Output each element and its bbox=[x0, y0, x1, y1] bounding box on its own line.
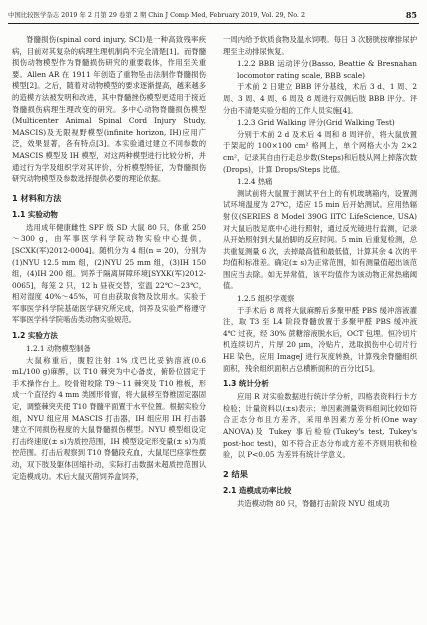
histology-paragraph: 于手术后 8 周将大鼠麻醉后多聚甲醛 PBS 缓冲溶液灌注，取 T3 至 L4 阶段脊髓放置于多聚甲醛 PBS 缓冲液 4℃ 过夜，经 30% 蔗糖溶液脱水后，OCT 包埋。恒冷切片机连续切片，片厚 20 μm，冷贴片，选取损伤中心切片行 HE 染色，应用 ImageJ 进行灰度转换，计算残余脊髓组织面积，残余组织面积占总横断面积的百分比[5]。 bbox=[223, 305, 417, 373]
intro-paragraph: 脊髓损伤(spinal cord injury, SCI)是一种高致残率疾病，目前对其复杂的病理生理机制尚不完全清楚[1]。而脊髓损伤动物模型作为脊髓损伤研究的重要载体，作用至关重要。Allen AR 在 1911 年创造了重物坠击法制作脊髓损伤模型[2]。之后，随着对动物模型的要求逐渐提高，越来越多的造模方法被发明和改进，其中脊髓挫伤模型更适用于接近脊髓损伤病理生理改变的研究。多中心动物脊髓损伤模型(Multicenter Animal Spinal Cord Injury Study, MASCIS)及无限视野模型(infinite horizon, IH)应用广泛，效果显著，各有特点[3]。本实验通过建立不同参数的 MASCIS 模型及 IH 模型，对这两种模型进行比较分析，并通过行为学及组织学对其评价，分析模型特征，为脊髓损伤研究动物模型及参数选择提供必要的理论依据。 bbox=[12, 35, 206, 184]
subsection-heading-methods: 1.2 实验方法 bbox=[12, 331, 58, 341]
page-number: 85 bbox=[405, 10, 417, 20]
subsubsection-heading-histology: 1.2.5 组织学观察 bbox=[237, 294, 295, 304]
success-rate-paragraph: 共造模动物 80 只，脊髓打击阶段 NYU 组成功 bbox=[237, 498, 390, 508]
subsection-heading-success-rate: 2.1 造模成功率比较 bbox=[223, 485, 292, 495]
bbb-paragraph: 于术前 2 日建立 BBB 评分基线，术后 3 d、1 周、2 周、3 周、4 周、6 周及 8 周进行双侧后肢 BBB 评分。评分由不清楚实验分组的工作人员实施[4]。 bbox=[223, 82, 417, 115]
subsubsection-heading-thermal: 1.2.4 热痛 bbox=[237, 177, 273, 187]
grid-paragraph: 分别于术前 2 d 及术后 4 周和 8 周评价，将大鼠放置于架起的 100×100 cm² 格网上，单个网格大小为 2×2 cm²，记录其自由行走总步数(Steps)和后肢从网上掉落次数(Drops)，计算 Drops/Steps 比值。 bbox=[223, 129, 417, 174]
header-rule bbox=[8, 23, 419, 24]
thermal-paragraph: 测试前将大鼠置于测试平台上的有机玻璃箱内，设置测试环境温度为 27℃，适应 15 min 后开始测试。应用热辐射仪(SERIES 8 Model 390G IITC LifeScience, USA)对大鼠后肢足底中心进行照射，通过反光镜进行监测，记录从开始照射到大鼠抬脚的反应时间。5 min 后重复检测，总共重复测量 6 次，去掉最高值和最低值，计算其余 4 次的平均值和标准差。确定(± s)为正常范围，如有测量值超出该范围应当去除。如无异常值，该平均值作为该动物正常热痛阈值。 bbox=[223, 188, 417, 291]
subsubsection-heading-grid: 1.2.3 Grid Walking 评分(Grid Walking Test) bbox=[237, 118, 395, 128]
subsubsection-heading-model: 1.2.1 动物模型制备 bbox=[26, 344, 91, 354]
subsection-heading-statistics: 1.3 统计分析 bbox=[223, 379, 269, 389]
continued-paragraph: 一周内给予软质食物及温水饲喂。每日 3 次膀胱按摩排尿护理至主动排尿恢复。 bbox=[223, 35, 417, 56]
animals-paragraph: 选用成年健康雌性 SPF 级 SD 大鼠 80 只，体重 250～300 g，由军事医学科学院动物实验中心提供，[SCXK(军)2012-0004]。随机分为 4 组(n = 20)，分别为(1)NYU 12.5 mm 组，(2)NYU 25 mm 组，(3)IH 150 组，(4)IH 200 组。饲养于隔离屏障环境[SYXK(军)2012-0065]，每笼 2 只，12 h 昼夜交替，室温 22℃～23℃，相对湿度 40%～45%，可自由获取食物及饮用水。实验于军事医学科学院基础医学研究所完成，饲养及实验严格遵守军事医学科学院啮齿类动物实验规范。 bbox=[12, 222, 206, 325]
subsubsection-heading-bbb: 1.2.2 BBB 运动评分(Basso, Beattie & Bresnahan locomotor rating scale, BBB scale) bbox=[237, 59, 417, 80]
right-column bbox=[223, 34, 417, 619]
subsection-heading-animals: 1.1 实验动物 bbox=[12, 209, 58, 219]
model-paragraph: 大鼠称重后，腹腔注射 1% 戊巴比妥钠溶液(0.6 mL/100 g)麻醉，以 T10 棘突为中心备皮，俯卧位固定于手术操作台上。咬骨钳咬除 T9～11 棘突及 T10 椎板，形成一个直径约 4 mm 类圆形骨窗，将大鼠移至脊椎固定器固定，调整棘突夹使 T10 脊髓平面置于水平位置。根据实验分组，NYU 组应用 MASCIS 打击器，IH 组应用 IH 打击器建立不同损伤程度的大鼠脊髓损伤模型。NYU 模型组设定打击终速度(± s)为质控范围，IH 模型设定形变量(± s)为质控范围。打击后观察到 T10 脊髓段充血，大鼠尾巴痉挛性摆动，双下肢及躯体回缩扑动，实际打击数据未超质控范围认定造模成功。术后大鼠灭菌饲养盒饲养， bbox=[12, 355, 206, 481]
running-header bbox=[8, 8, 419, 22]
left-column bbox=[12, 34, 206, 619]
journal-citation: 中国比较医学杂志 2019 年 2 月第 29 卷第 2 期 Chin J Comp Med, February 2019, Vol. 29, No. 2 bbox=[8, 11, 306, 19]
statistics-paragraph: 应用 R 对实验数据进行统计学分析，四格表资料行卡方检验；计量资料以(±s)表示；单因素测量资料组间比较如符合正态分布且方差齐，采用单因素方差分析(One way ANOVA)及 Tukey 事后检验(Tukey's test, Tukey's post-hoc test)，如不符合正态分布或方差不齐则用秩和检验，以 P<0.05 为差异有统计学意义。 bbox=[223, 392, 417, 460]
section-heading-materials: 1 材料和方法 bbox=[12, 192, 62, 203]
section-heading-results: 2 结果 bbox=[223, 468, 248, 479]
